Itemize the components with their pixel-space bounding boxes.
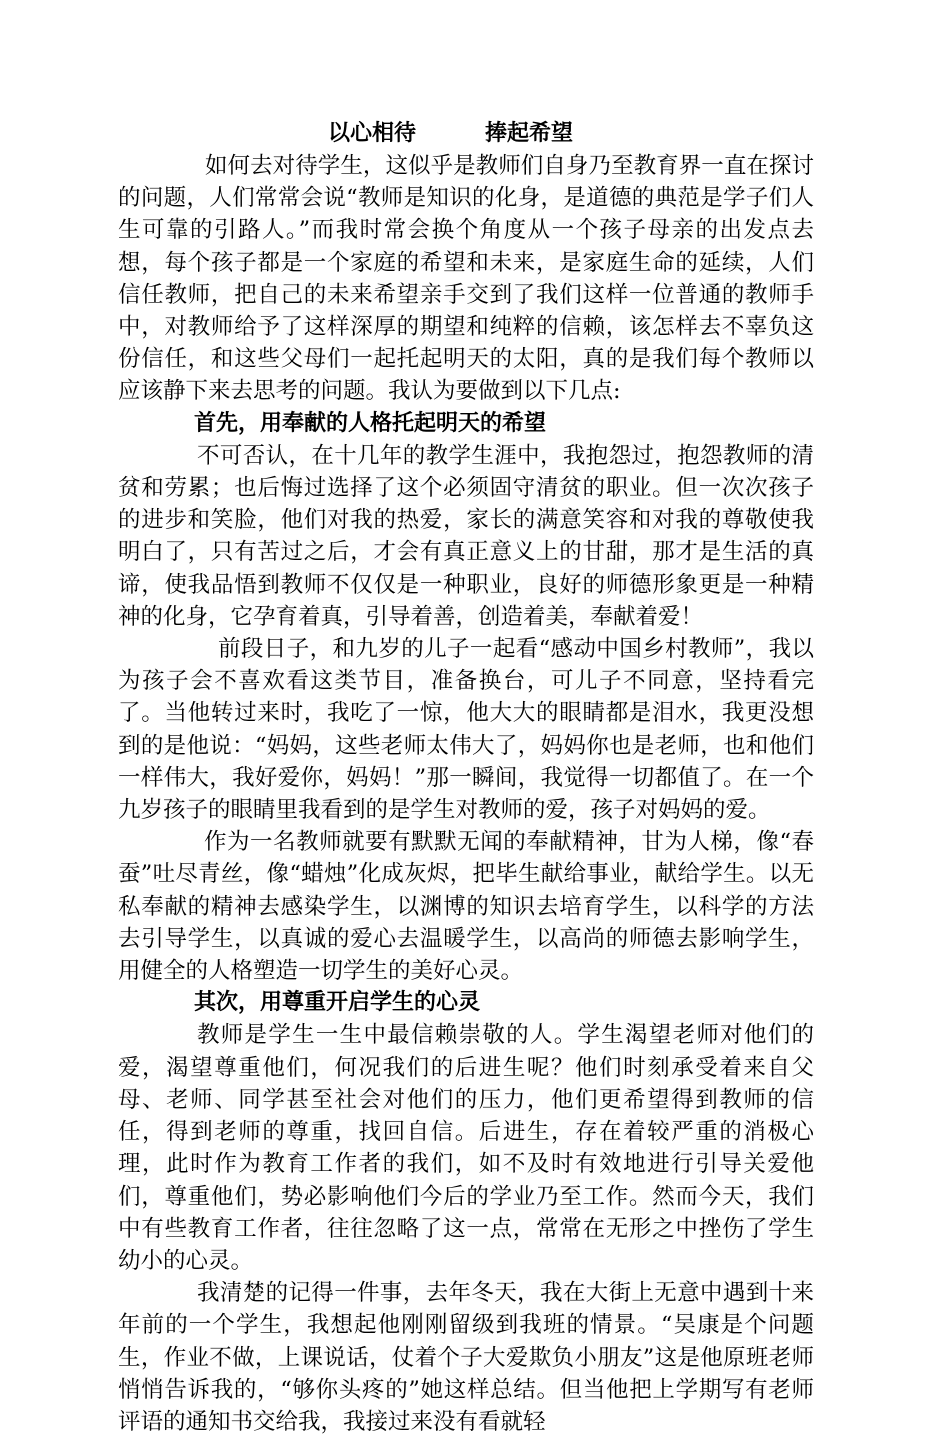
section-heading-1: 首先，用奉献的人格托起明天的希望	[194, 410, 547, 436]
intro-paragraph: 如何去对待学生，这似乎是教师们自身乃至教育界一直在探讨的问题，人们常常会说“教师是知识的化身，是道德的典范是学子们人生可靠的引路人。”而我时常会换个角度从一个孩子母亲的出发点去想，每个孩子都是一个家庭的希望和未来，是家庭生命的延续，人们信任教师，把自己的未来希望亲手交到了我们这样一位普通的教师手中，对教师给予了这样深厚的期望和纯粹的信赖，该怎样去不辜负这份信任，和这些父母们一起托起明天的太阳，真的是我们每个教师以应该静下来去思考的问题。我认为要做到以下几点:	[118, 153, 814, 405]
title-gap	[416, 121, 485, 146]
section1-paragraph-2: 前段日子，和九岁的儿子一起看“感动中国乡村教师”，我以为孩子会不喜欢看这类节目，准备换台，可儿子不同意，坚持看完了。当他转过来时，我吃了一惊，他大大的眼睛都是泪水，我更没想到的是他说：“妈妈，这些老师太伟大了，妈妈你也是老师，也和他们一样伟大，我好爱你，妈妈！”那一瞬间，我觉得一切都值了。在一个九岁孩子的眼睛里我看到的是学生对教师的爱，孩子对妈妈的爱。	[118, 636, 814, 824]
section-heading-2: 其次，用尊重开启学生的心灵	[194, 990, 481, 1016]
section1-paragraph-1: 不可否认，在十几年的教学生涯中，我抱怨过，抱怨教师的清贫和劳累；也后悔过选择了这个必须固守清贫的职业。但一次次孩子的进步和笑脸，他们对我的热爱，家长的满意笑容和对我的尊敬使我明白了，只有苦过之后，才会有真正意义上的甘甜，那才是生活的真谛，使我品悟到教师不仅仅是一种职业，良好的师德形象更是一种精神的化身，它孕育着真，引导着善，创造着美，奉献着爱！	[118, 442, 814, 630]
document-title	[118, 118, 814, 150]
section2-paragraph-1: 教师是学生一生中最信赖崇敬的人。学生渴望老师对他们的爱，渴望尊重他们，何况我们的后进生呢？他们时刻承受着来自父母、老师、同学甚至社会对他们的压力，他们更希望得到教师的信任，得到老师的尊重，找回自信。后进生，存在着较严重的消极心理，此时作为教育工作者的我们，如不及时有效地进行引导关爱他们，尊重他们，势必影响他们今后的学业乃至工作。然而今天，我们中有些教育工作者，往往忽略了这一点，常常在无形之中挫伤了学生幼小的心灵。	[118, 1022, 814, 1274]
section1-paragraph-3: 作为一名教师就要有默默无闻的奉献精神，甘为人梯，像“春蚕”吐尽青丝，像“蜡烛”化成灰烬，把毕生献给事业，献给学生。以无私奉献的精神去感染学生，以渊博的知识去培育学生，以科学的方法去引导学生，以真诚的爱心去温暖学生，以高尚的师德去影响学生，用健全的人格塑造一切学生的美好心灵。	[118, 829, 814, 985]
title-part-2: 捧起希望	[484, 121, 573, 146]
document-page	[118, 118, 814, 1438]
title-part-1: 以心相待	[328, 121, 417, 146]
section2-paragraph-2: 我清楚的记得一件事，去年冬天，我在大街上无意中遇到十来年前的一个学生，我想起他刚刚留级到我班的情景。“吴康是个问题生，作业不做，上课说话，仗着个子大爱欺负小朋友”这是他原班老师悄悄告诉我的，“够你头疼的”她这样总结。但当他把上学期写有老师评语的通知书交给我，我接过来没有看就轻	[118, 1280, 814, 1435]
